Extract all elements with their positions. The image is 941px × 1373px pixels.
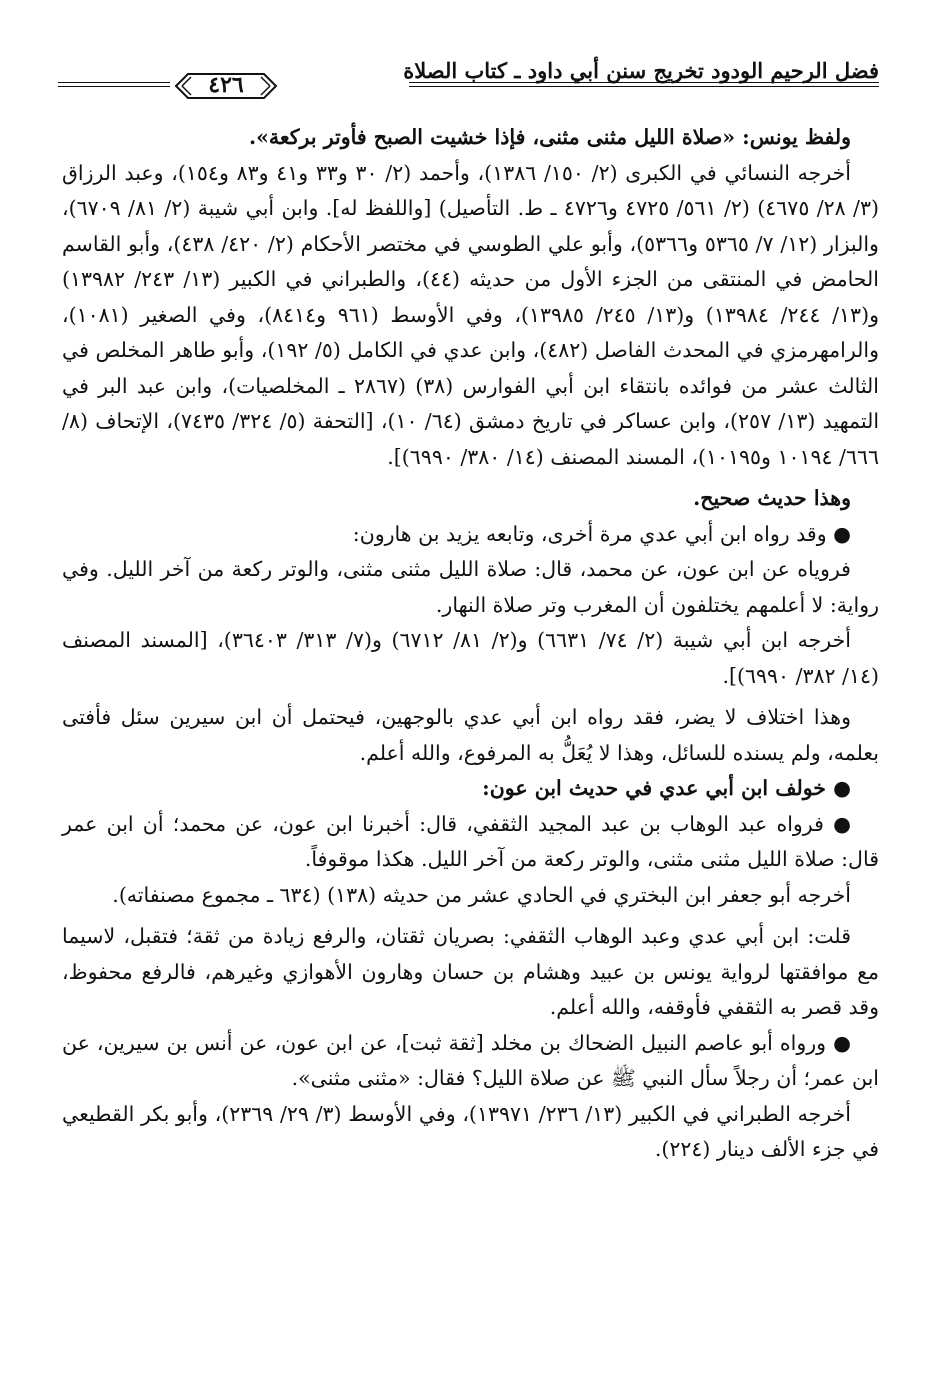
paragraph-takhrij-1: أخرجه النسائي في الكبرى (٢/ ١٥٠/ ١٣٨٦)، وأحمد (٢/ ٣٠ و٣٣ و٤١ و٨٣ و١٥٤)، وعبد الرزاق (٣/ ٢٨/ ٤٦٧٥) (٢/ ٥٦١/ ٤٧٢٥ و٤٧٢٦ ـ ط. التأصيل) [واللفظ له]. وابن أبي شيبة (٢/ ٨١/ ٦٧٠٩)، والبزار (١٢/ ٧/ ٥٣٦٥ و٥٣٦٦)، وأبو علي الطوسي في مختصر الأحكام (٢/ ٤٢٠/ ٤٣٨)، وأبو القاسم الحامض في المنتقى من الجزء الأول من حديثه (٤٤)، والطبراني في الكبير (١٣/ ٢٤٣/ ١٣٩٨٢) و(١٣/ ٢٤٤/ ١٣٩٨٤) و(١٣/ ٢٤٥/ ١٣٩٨٥)، وفي الأوسط (٩٦١ و٨٤١٤)، وفي الصغير (١٠٨١)، والرامهرمزي في المحدث الفاصل (٤٨٢)، وابن عدي في الكامل (٥/ ١٩٢)، وأبو طاهر المخلص في الثالث عشر من فوائده بانتقاء ابن أبي الفوارس (٣٨) (٢٨٦٧ ـ المخلصيات)، وابن عبد البر في التمهيد (١٣/ ٢٥٧)، وابن عساكر في تاريخ دمشق (٦٤/ ١٠)، [التحفة (٥/ ٣٢٤/ ٧٤٣٥)، الإتحاف (٨/ ٦٦٦/ ١٠١٩٤ و١٠١٩٥)، المسند المصنف (١٤/ ٣٨٠/ ٦٩٩٠)]. bbox=[62, 160, 880, 469]
paragraph-bullet-abu-asim: ● ورواه أبو عاصم النبيل الضحاك بن مخلد [ثقة ثبت]، عن ابن عون، عن أنس بن سيرين، عن ابن عمر؛ أن رجلاً سأل النبي ﷺ عن صلاة الليل؟ فقال: «مثنى مثنى». bbox=[62, 1030, 879, 1090]
paragraph-riwaya: فروياه عن ابن عون، عن محمد، قال: صلاة الليل مثنى مثنى، والوتر ركعة من آخر الليل. وفي رواية: لا أعلمهم يختلفون أن المغرب وتر صلاة النهار. bbox=[62, 557, 879, 617]
header-rule-right bbox=[409, 0, 879, 100]
body-text bbox=[62, 120, 879, 1168]
page-number: ٤٢٦ bbox=[208, 72, 244, 98]
paragraph-takhrij-2: أخرجه ابن أبي شيبة (٢/ ٧٤/ ٦٦٣١) و(٢/ ٨١/ ٦٧١٢) و(٧/ ٣١٣/ ٣٦٤٠٣)، [المسند المصنف (١٤/ ٣٨٢/ ٦٩٩٠)]. bbox=[62, 628, 879, 688]
paragraph-bullet-khulifa: ● خولف ابن أبي عدي في حديث ابن عون: bbox=[482, 776, 851, 800]
paragraph-qultu: قلت: ابن أبي عدي وعبد الوهاب الثقفي: بصريان ثقتان، والرفع زيادة من ثقة؛ فتقبل، لاسيما مع موافقتها لرواية يونس بن عبيد وهشام بن حسان وهارون الأهوازي وغيرهم، فالرفع محفوظ، وقد قصر به الثقفي فأوقفه، والله أعلم. bbox=[62, 924, 879, 1019]
header-title: فضل الرحيم الودود تخريج سنن أبي داود ـ كتاب الصلاة bbox=[403, 58, 879, 83]
paragraph-takhrij-3: أخرجه أبو جعفر ابن البختري في الحادي عشر من حديثه (١٣٨) (٦٣٤ ـ مجموع مصنفاته). bbox=[112, 882, 851, 907]
page-number-ornament bbox=[174, 70, 278, 100]
paragraph-bullet-ibn-abi-adi: ● وقد رواه ابن أبي عدي مرة أخرى، وتابعه يزيد بن هارون: bbox=[352, 521, 851, 546]
paragraph-bullet-thaqafi: ● فرواه عبد الوهاب بن عبد المجيد الثقفي، قال: أخبرنا ابن عون، عن محمد؛ أن ابن عمر قال: صلاة الليل مثنى مثنى، والوتر ركعة من آخر الليل. هكذا موقوفاً. bbox=[62, 811, 879, 871]
paragraph-verdict: وهذا حديث صحيح. bbox=[693, 486, 851, 510]
paragraph-ikhtilaf: وهذا اختلاف لا يضر، فقد رواه ابن أبي عدي بالوجهين، فيحتمل أن ابن سيرين سئل فأفتى بعلمه، ولم يسنده للسائل، وهذا لا يُعَلُّ به المرفوع، والله أعلم. bbox=[62, 705, 879, 765]
paragraph-takhrij-4: أخرجه الطبراني في الكبير (١٣/ ٢٣٦/ ١٣٩٧١)، وفي الأوسط (٣/ ٢٩/ ٢٣٦٩)، وأبو بكر القطيعي في جزء الألف دينار (٢٢٤). bbox=[62, 1101, 879, 1161]
paragraph-yunus-wording: ولفظ يونس: «صلاة الليل مثنى مثنى، فإذا خشيت الصبح فأوتر بركعة». bbox=[248, 125, 851, 149]
